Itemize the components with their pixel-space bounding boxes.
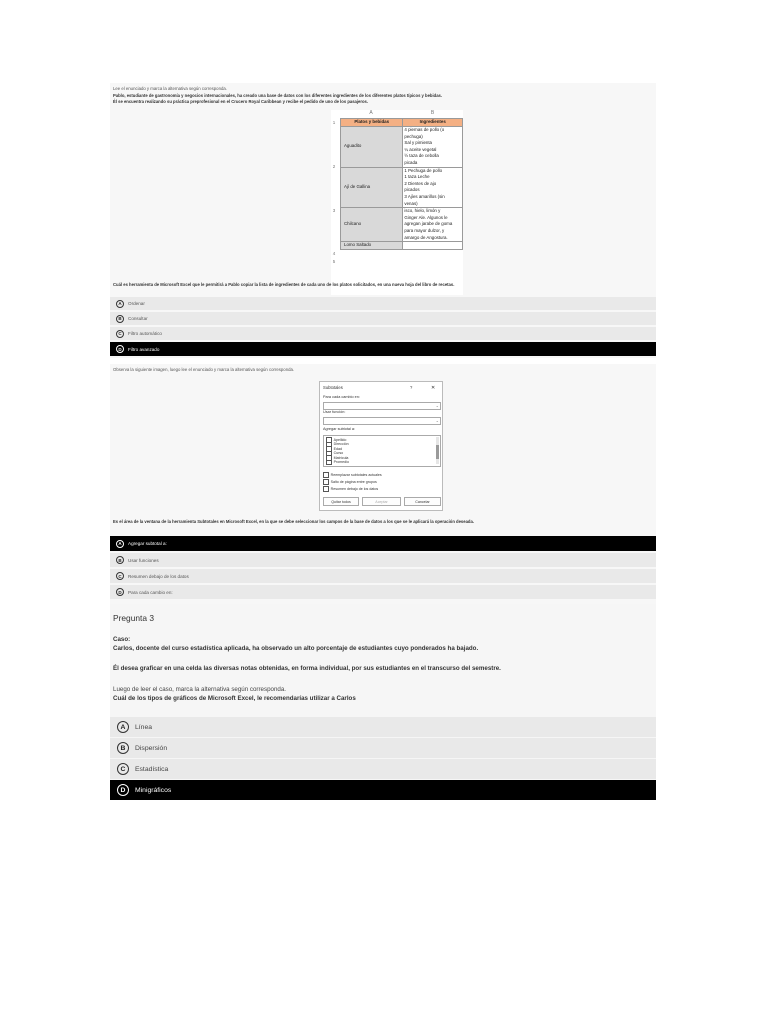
q2-instruction: Observa la siguiente imagen, luego lee el enunciado y marca la alternativa según corresponda.: [113, 367, 295, 372]
option-text: Agregar subtotal a:: [128, 541, 167, 546]
option-text: Estadística: [135, 765, 169, 773]
option-text: Filtro avanzado: [128, 346, 160, 352]
q1-option-a[interactable]: [110, 297, 656, 310]
field-label: Curso: [333, 451, 344, 456]
recipes-table: [340, 118, 463, 250]
ingredient-line: 3 Ajíes amarillos (sin: [404, 193, 445, 199]
option-letter: C: [116, 330, 124, 338]
q2-option-c[interactable]: [110, 569, 656, 583]
option-text: Minigráficos: [135, 786, 172, 794]
ingredients-cell: [403, 242, 463, 250]
checkbox[interactable]: [323, 472, 329, 478]
ingredient-line: isco, hielo, limón y: [404, 208, 441, 214]
ingredient-line: 2 Dientes de ajo: [404, 180, 437, 186]
question-title: Pregunta 3: [113, 613, 154, 623]
ingredient-line: picada: [404, 159, 418, 165]
ingredient-line: Sal y pimienta: [404, 140, 432, 146]
row-number: 5: [332, 259, 336, 264]
ingredient-line: picados: [404, 187, 420, 193]
q1-option-d-selected[interactable]: [110, 342, 656, 356]
q2-option-b[interactable]: [110, 553, 656, 567]
q3-option-a[interactable]: [110, 717, 656, 737]
page-break-check[interactable]: [323, 479, 377, 485]
table-row: [341, 242, 463, 250]
ingredient-line: 1 taza Leche: [404, 174, 430, 180]
question-2-block: [110, 364, 656, 604]
case-line-1: Carlos, docente del curso estadística aplicada, ha observado un alto porcentaje de estudiantes cuyo ponderados ha bajado.: [113, 645, 479, 652]
dish-cell: Chilcano: [341, 208, 403, 242]
checkbox[interactable]: [323, 486, 329, 492]
q2-option-a-selected[interactable]: [110, 536, 656, 551]
question-3-block: [110, 604, 656, 800]
ingredients-cell: [403, 127, 463, 168]
option-letter: D: [116, 345, 124, 353]
row-number: 3: [332, 208, 336, 213]
q1-case-line-1: Pablo, estudiante de gastronomía y negocios internacionales, ha creado una base de datos con los diferentes ingredientes de los diferentes platos típicos y bebidas.: [113, 93, 443, 98]
ingredient-line: pechuga): [404, 133, 423, 139]
ingredient-line: para mayor dulzor, y: [404, 227, 445, 233]
replace-subtotals-check[interactable]: [323, 472, 382, 478]
ingredients-cell: [403, 208, 463, 242]
question-1-block: [110, 83, 656, 358]
checkbox[interactable]: [326, 460, 332, 466]
option-text: Resumen debajo de los datos: [128, 573, 189, 579]
check-label: Reemplazar subtotales actuales: [330, 472, 382, 477]
remove-all-button[interactable]: Quitar todos: [323, 497, 359, 506]
ingredient-line: venas): [404, 200, 418, 206]
dish-cell: Aguadito: [341, 127, 403, 168]
option-letter: A: [116, 300, 124, 308]
option-text: Ordenar: [128, 301, 145, 306]
field-label: Matrícula: [333, 455, 349, 460]
option-letter: B: [116, 556, 124, 564]
check-label: Salto de página entre grupos: [330, 479, 377, 484]
scroll-thumb[interactable]: [436, 445, 439, 459]
cancel-button[interactable]: Cancelar: [404, 497, 441, 506]
case-line-2: Él desea graficar en una celda las diversas notas obtenidas, en forma individual, por sus estudiantes en el transcurso del semestre.: [113, 665, 501, 672]
option-text: Usar funciones: [128, 557, 159, 563]
table-row: [341, 127, 463, 168]
table-row: [341, 208, 463, 242]
subtotals-dialog: [319, 381, 443, 511]
check-label: Resumen debajo de los datos: [330, 486, 379, 491]
close-icon[interactable]: ✕: [431, 385, 436, 391]
field-label: Dirección: [333, 442, 349, 447]
option-text: Línea: [135, 723, 153, 731]
label-add-subtotal: Agregar subtotal a:: [323, 427, 356, 431]
ingredient-line: 1 Pechuga de pollo: [404, 167, 443, 173]
ingredient-line: amargo de Angostura.: [404, 234, 448, 240]
row-number: 1: [332, 120, 336, 125]
option-letter: C: [117, 763, 129, 775]
option-letter: D: [116, 588, 124, 596]
header-ingredients: Ingredientes: [403, 119, 463, 127]
row-number: 2: [332, 164, 336, 169]
excel-recipes-table: [331, 110, 463, 295]
function-select[interactable]: [323, 417, 441, 425]
ingredient-line: ¼ aceite vegetal: [404, 146, 437, 152]
q1-option-b[interactable]: [110, 312, 656, 325]
option-letter: C: [116, 572, 124, 580]
q1-instruction: Lee el enunciado y marca la alternativa según corresponda.: [113, 86, 227, 91]
q1-option-c[interactable]: [110, 327, 656, 340]
accept-button[interactable]: Aceptar: [362, 497, 401, 506]
option-letter: D: [117, 784, 129, 796]
option-text: Dispersión: [135, 744, 168, 752]
q3-question: Cuál de los tipos de gráficos de Microsoft Excel, le recomendarías utilizar a Carlos: [113, 695, 356, 702]
option-letter: B: [116, 315, 124, 323]
option-letter: A: [116, 540, 124, 548]
field-label: Edad: [333, 446, 342, 451]
column-header-b: B: [430, 110, 435, 116]
q2-option-d[interactable]: [110, 585, 656, 599]
option-text: Filtro automático: [128, 331, 162, 336]
ingredient-line: agregan jarabe de goma: [404, 221, 453, 227]
dialog-title: Subtotales: [323, 385, 343, 390]
dish-cell: Lomo Saltado: [341, 242, 403, 250]
option-letter: A: [117, 721, 129, 733]
checkbox[interactable]: [323, 479, 329, 485]
ingredient-line: 4 piernas de pollo (o: [404, 127, 445, 132]
option-text: Consultar: [128, 316, 148, 321]
chevron-down-icon: ⌄: [435, 418, 439, 423]
table-row: [341, 167, 463, 208]
scrollbar[interactable]: [436, 437, 439, 464]
q1-case-line-2: Él se encuentra realizando su práctica preprofesional en el Crucero Royal Caribbean y recibe el pedido de uno de los pasajeros.: [113, 99, 369, 104]
q1-question: Cuál es herramienta de Microsoft Excel que le permitirá a Pablo copiar la lista de ingredientes de cada uno de los platos solicitados, en una nueva hoja del libro de recetas.: [113, 282, 455, 287]
chevron-down-icon: ⌄: [435, 403, 439, 408]
dish-cell: Ají de Gallina: [341, 167, 403, 208]
column-header-a: A: [369, 110, 373, 116]
header-dish: Platos y bebidas: [341, 119, 403, 127]
q2-question: Es el área de la ventana de la herramienta Subtotales en Microsoft Excel, en la que se debe seleccionar los campos de la base de datos a los que se le aplicará la operación deseada.: [113, 519, 474, 524]
summary-below-check[interactable]: [323, 486, 378, 492]
ingredient-line: ½ taza de cebolla: [404, 153, 439, 159]
row-number: 4: [332, 251, 336, 256]
label-function: Usar función:: [323, 410, 346, 414]
field-label: Apellido: [333, 437, 347, 442]
ingredients-cell: [403, 167, 463, 208]
help-icon[interactable]: ?: [410, 385, 413, 390]
case-label: Caso:: [113, 636, 131, 643]
fields-listbox[interactable]: [323, 435, 441, 467]
field-item[interactable]: [326, 460, 349, 466]
field-label: Promedio: [333, 460, 349, 465]
q3-option-c[interactable]: [110, 759, 656, 779]
q3-option-d-selected[interactable]: [110, 780, 656, 800]
option-letter: B: [117, 742, 129, 754]
ingredient-line: Ginger Ale. Algunos le: [404, 214, 448, 220]
q3-option-b[interactable]: [110, 738, 656, 758]
option-text: Para cada cambio en:: [128, 589, 173, 595]
table-header-row: [341, 119, 463, 127]
q3-instruction: Luego de leer el caso, marca la alternativa según corresponda.: [113, 686, 287, 693]
each-change-select[interactable]: [323, 402, 441, 410]
label-each-change: Para cada cambio en:: [323, 395, 360, 399]
